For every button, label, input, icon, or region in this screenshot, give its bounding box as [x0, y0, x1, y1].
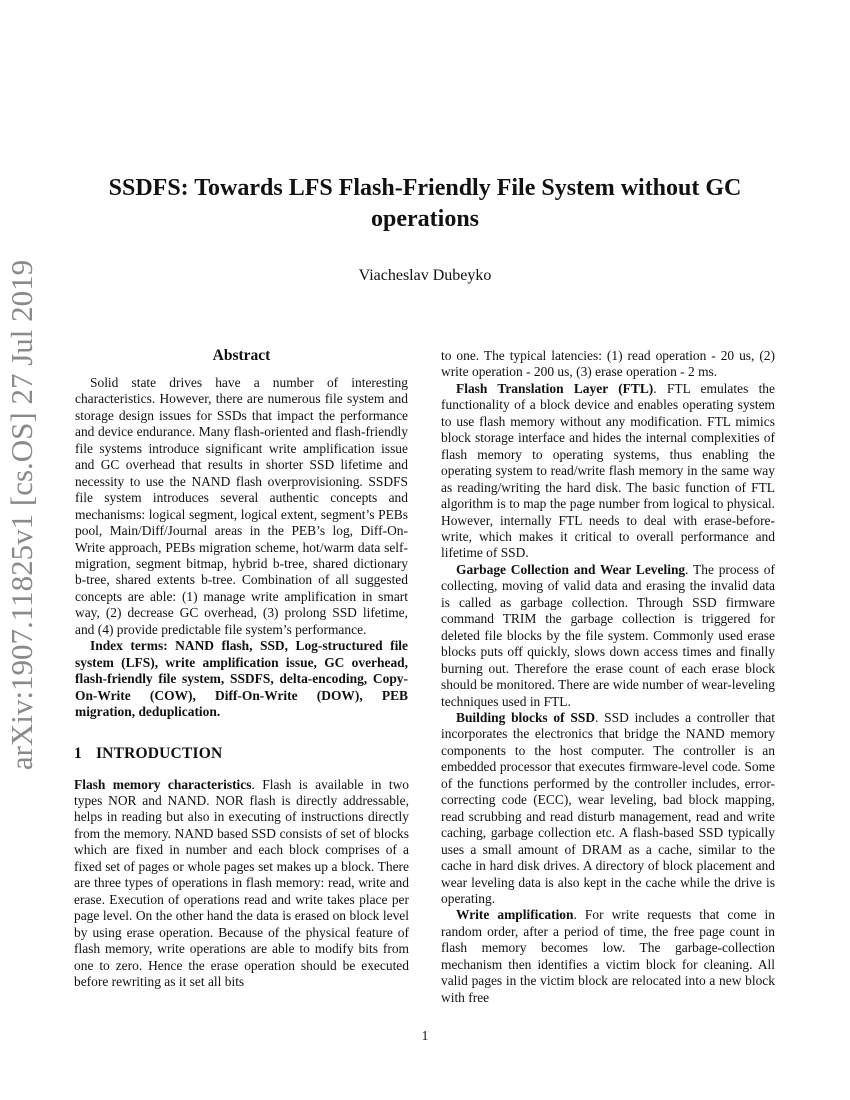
paragraph-lead: Write amplification [456, 907, 574, 923]
body-paragraph [74, 777, 409, 991]
paragraph-text: . SSD includes a controller that incorporates the electronics that bridge the NAND memory components to the host computer. The controller is an embedded processor that executes firmware-level code. Some of the functions performed by the controller includes, error-correcting code (ECC), wear leveling, bad block mapping, read scrubbing and read disturb management, read and write caching, garbage collection etc. A flash-based SSD typically uses a small amount of DRAM as a cache, similar to the cache in hard disk drives. A directory of block placement and wear leveling data is also kept in the cache while the drive is operating. [441, 709, 775, 906]
body-paragraph [441, 381, 775, 562]
abstract-body: Solid state drives have a number of interesting characteristics. However, there are numerous file system and storage design issues for SSDs that impact the performance and device endurance. Many flash-oriented and flash-friendly file systems introduce significant write amplification issue and GC overhead that results in shorter SSD lifetime and necessity to use the NAND flash overprovisioning. SSDFS file system introduces several authentic concepts and mechanisms: logical segment, logical extent, segment’s PEBs pool, Main/Diff/Journal areas in the PEB’s log, Diff-On-Write approach, PEBs migration scheme, hot/warm data self-migration, segment bitmap, hybrid b-tree, shared dictionary b-tree, shared extents b-tree. Combination of all suggested concepts are able: (1) manage write amplification in smart way, (2) decrease GC overhead, (3) prolong SSD lifetime, and (4) provide predictable file system’s performance. [75, 375, 408, 637]
section-title: INTRODUCTION [95, 744, 223, 762]
left-body [74, 777, 409, 991]
paragraph-lead: Flash memory characteristics [74, 776, 252, 792]
section-number: 1 [74, 744, 82, 762]
body-paragraph [441, 348, 775, 381]
section-heading [74, 745, 409, 763]
author-name: Viacheslav Dubeyko [358, 267, 492, 284]
paragraph-text: . The process of collecting, moving of valid data and erasing the invalid data is called as garbage collection. Through SSD firmware command TRIM the garbage collection is triggered for deleted file blocks by the file system. Commonly used erase blocks puts off quickly, slows down access times and finally burning out. Therefore the erase count of each erase block should be monitored. There are wide number of wear-leveling techniques used in FTL. [441, 561, 775, 709]
paragraph-text: . FTL emulates the functionality of a block device and enables operating system to use flash memory without any modification. FTL mimics block storage interface and hides the internal complexities of flash memory to operating systems, thus enabling the operating system to read/write flash memory in the same way as reading/writing the hard disk. The basic function of FTL algorithm is to map the page number from logical to physical. However, internally FTL needs to deal with erase-before-write, which makes it critical to overall performance and lifetime of SSD. [441, 380, 775, 561]
index-terms: Index terms: NAND flash, SSD, Log-structured file system (LFS), write amplification issue, GC overhead, flash-friendly file system, SSDFS, delta-encoding, Copy-On-Write (COW), Diff-On-Write (DOW), PEB migration, deduplication. [75, 638, 408, 720]
paragraph-text: . For write requests that come in random order, after a period of time, the free page count in flash memory becomes low. The garbage-collection mechanism then identifies a victim block for cleaning. All valid pages in the victim block are relocated into a new block with free [441, 907, 775, 1005]
body-paragraph [441, 907, 775, 1006]
paper-title: SSDFS: Towards LFS Flash-Friendly File System without GC operations [108, 175, 742, 232]
paragraph-lead: Building blocks of SSD [456, 709, 596, 725]
paragraph-text: to one. The typical latencies: (1) read operation - 20 us, (2) write operation - 200 us, (3) erase operation - 2 ms. [441, 348, 775, 380]
abstract-block [74, 375, 409, 721]
right-column [441, 348, 775, 1006]
paragraph-lead: Garbage Collection and Wear Leveling [456, 561, 686, 577]
page-number: 1 [421, 1028, 429, 1043]
arxiv-watermark: arXiv:1907.11825v1 [cs.OS] 27 Jul 2019 [4, 259, 39, 771]
left-column [74, 347, 409, 990]
body-paragraph [441, 562, 775, 710]
body-paragraph [441, 710, 775, 907]
paragraph-lead: Flash Translation Layer (FTL) [456, 380, 654, 396]
paragraph-text: . Flash is available in two types NOR and NAND. NOR flash is directly addressable, helps in reading but also in executing of instructions directly from the memory. NAND based SSD consists of set of blocks which are fixed in number and each block comprises of a fixed set of pages or whole pages set makes up a block. There are three types of operations in flash memory: read, write and erase. Execution of operations read and write takes place per page level. On the other hand the data is erased on block level by using erase operation. Because of the physical feature of flash memory, write operations are able to modify bits from one to zero. Hence the erase operation should be executed before rewriting as it set all bits [74, 776, 410, 989]
abstract-heading: Abstract [212, 347, 271, 364]
